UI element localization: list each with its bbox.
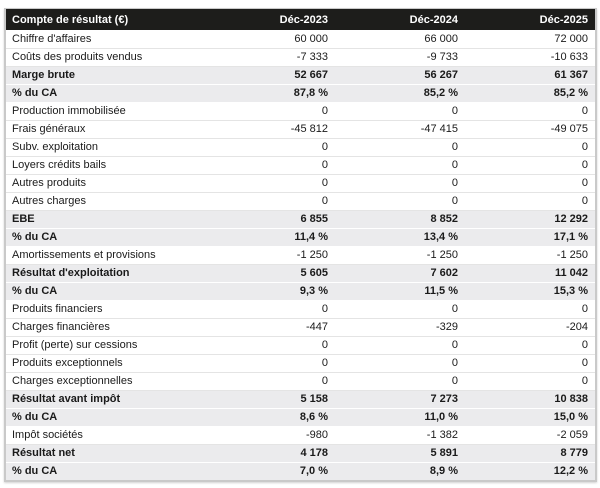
table-row — [6, 156, 595, 174]
table-row — [6, 282, 595, 300]
row-value: 8 779 — [465, 444, 595, 462]
row-value: 0 — [205, 192, 335, 210]
row-value: 11 042 — [465, 264, 595, 282]
table-row — [6, 30, 595, 48]
row-value: 10 838 — [465, 390, 595, 408]
row-label: EBE — [6, 210, 205, 228]
row-value: 0 — [465, 138, 595, 156]
table-row — [6, 192, 595, 210]
row-value: 0 — [335, 336, 465, 354]
row-value: 0 — [205, 372, 335, 390]
row-label: % du CA — [6, 282, 205, 300]
row-value: 0 — [335, 174, 465, 192]
row-value: 11,5 % — [335, 282, 465, 300]
row-value: 0 — [205, 156, 335, 174]
row-value: 5 891 — [335, 444, 465, 462]
row-label: Profit (perte) sur cessions — [6, 336, 205, 354]
row-value: 0 — [465, 372, 595, 390]
row-value: -10 633 — [465, 48, 595, 66]
row-label: % du CA — [6, 84, 205, 102]
row-value: 8,9 % — [335, 462, 465, 480]
table-header-dec-2024: Déc-2024 — [335, 9, 465, 30]
table-row — [6, 444, 595, 462]
row-value: -1 250 — [335, 246, 465, 264]
table-row — [6, 390, 595, 408]
table-row — [6, 246, 595, 264]
row-value: 12 292 — [465, 210, 595, 228]
table-header — [6, 9, 595, 30]
row-value: 85,2 % — [335, 84, 465, 102]
row-value: 72 000 — [465, 30, 595, 48]
row-value: 7 273 — [335, 390, 465, 408]
row-value: 0 — [335, 156, 465, 174]
row-value: -980 — [205, 426, 335, 444]
table-header-dec-2023: Déc-2023 — [205, 9, 335, 30]
row-label: % du CA — [6, 462, 205, 480]
row-value: 9,3 % — [205, 282, 335, 300]
table-row — [6, 48, 595, 66]
row-value: -49 075 — [465, 120, 595, 138]
table-row — [6, 336, 595, 354]
row-value: 0 — [465, 336, 595, 354]
row-value: -9 733 — [335, 48, 465, 66]
table-row — [6, 300, 595, 318]
row-value: 87,8 % — [205, 84, 335, 102]
row-value: 5 158 — [205, 390, 335, 408]
table-row — [6, 408, 595, 426]
row-value: 5 605 — [205, 264, 335, 282]
row-label: Produits exceptionnels — [6, 354, 205, 372]
row-label: Résultat d'exploitation — [6, 264, 205, 282]
row-value: 60 000 — [205, 30, 335, 48]
row-label: Charges exceptionnelles — [6, 372, 205, 390]
row-label: Autres charges — [6, 192, 205, 210]
row-value: 8,6 % — [205, 408, 335, 426]
table-row — [6, 102, 595, 120]
row-label: % du CA — [6, 228, 205, 246]
row-value: 12,2 % — [465, 462, 595, 480]
row-label: % du CA — [6, 408, 205, 426]
row-value: 0 — [205, 336, 335, 354]
row-value: -329 — [335, 318, 465, 336]
row-value: 0 — [465, 192, 595, 210]
row-value: -2 059 — [465, 426, 595, 444]
table-row — [6, 210, 595, 228]
row-label: Coûts des produits vendus — [6, 48, 205, 66]
table-row — [6, 372, 595, 390]
row-label: Chiffre d'affaires — [6, 30, 205, 48]
row-label: Résultat net — [6, 444, 205, 462]
row-value: 15,0 % — [465, 408, 595, 426]
row-value: -447 — [205, 318, 335, 336]
row-value: 0 — [335, 138, 465, 156]
row-label: Loyers crédits bails — [6, 156, 205, 174]
table-header-title: Compte de résultat (€) — [6, 9, 205, 30]
table-row — [6, 426, 595, 444]
row-value: 66 000 — [335, 30, 465, 48]
table-row — [6, 462, 595, 480]
row-value: 0 — [335, 192, 465, 210]
row-value: 52 667 — [205, 66, 335, 84]
row-value: -1 382 — [335, 426, 465, 444]
row-value: 0 — [465, 156, 595, 174]
table-body — [6, 30, 595, 480]
row-value: 0 — [335, 102, 465, 120]
row-value: 15,3 % — [465, 282, 595, 300]
table-row — [6, 228, 595, 246]
row-value: 8 852 — [335, 210, 465, 228]
table-header-row — [6, 9, 595, 30]
row-value: -204 — [465, 318, 595, 336]
row-value: 0 — [465, 102, 595, 120]
table-header-dec-2025: Déc-2025 — [465, 9, 595, 30]
row-value: 0 — [465, 354, 595, 372]
row-label: Production immobilisée — [6, 102, 205, 120]
row-value: 0 — [205, 354, 335, 372]
table-row — [6, 354, 595, 372]
row-label: Charges financières — [6, 318, 205, 336]
row-label: Marge brute — [6, 66, 205, 84]
row-value: 0 — [465, 174, 595, 192]
row-value: 11,0 % — [335, 408, 465, 426]
row-value: 0 — [205, 102, 335, 120]
row-value: 0 — [335, 372, 465, 390]
row-value: 11,4 % — [205, 228, 335, 246]
row-value: 56 267 — [335, 66, 465, 84]
row-value: -1 250 — [205, 246, 335, 264]
row-value: 6 855 — [205, 210, 335, 228]
table-row — [6, 318, 595, 336]
table-row — [6, 120, 595, 138]
row-value: 17,1 % — [465, 228, 595, 246]
row-value: 85,2 % — [465, 84, 595, 102]
row-value: 0 — [205, 174, 335, 192]
row-value: 0 — [465, 300, 595, 318]
row-value: 13,4 % — [335, 228, 465, 246]
row-value: -7 333 — [205, 48, 335, 66]
row-label: Résultat avant impôt — [6, 390, 205, 408]
row-label: Produits financiers — [6, 300, 205, 318]
row-value: 0 — [205, 300, 335, 318]
row-label: Amortissements et provisions — [6, 246, 205, 264]
table-row — [6, 84, 595, 102]
row-value: -45 812 — [205, 120, 335, 138]
row-value: 7 602 — [335, 264, 465, 282]
row-value: 0 — [205, 138, 335, 156]
row-value: -47 415 — [335, 120, 465, 138]
row-value: 0 — [335, 354, 465, 372]
row-label: Impôt sociétés — [6, 426, 205, 444]
row-value: -1 250 — [465, 246, 595, 264]
income-statement-panel — [4, 8, 597, 482]
row-label: Subv. exploitation — [6, 138, 205, 156]
row-value: 4 178 — [205, 444, 335, 462]
row-label: Autres produits — [6, 174, 205, 192]
table-row — [6, 264, 595, 282]
table-row — [6, 174, 595, 192]
row-value: 0 — [335, 300, 465, 318]
row-value: 61 367 — [465, 66, 595, 84]
income-statement-table — [6, 9, 595, 480]
row-value: 7,0 % — [205, 462, 335, 480]
table-row — [6, 138, 595, 156]
table-row — [6, 66, 595, 84]
row-label: Frais généraux — [6, 120, 205, 138]
